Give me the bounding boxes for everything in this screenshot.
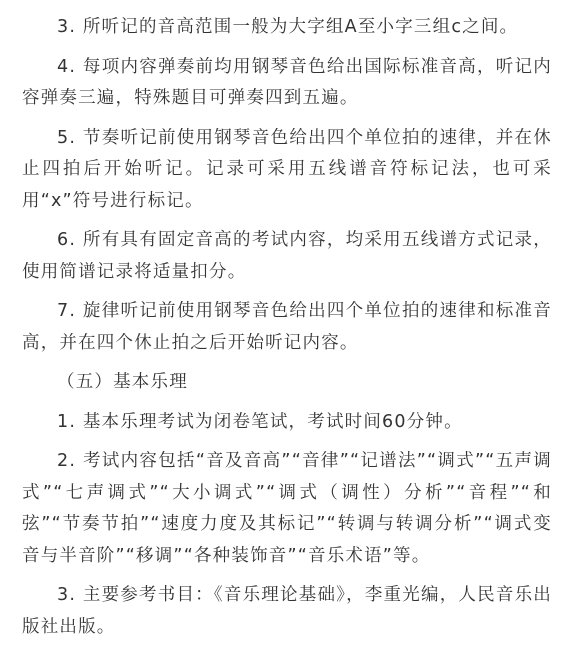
paragraph-item-5: 5. 节奏听记前使用钢琴音色给出四个单位拍的速律，并在休止四拍后开始听记。记录可采用五线谱音符标记法，也可采用“x”符号进行标记。 (22, 127, 552, 211)
paragraph-item-7: 7. 旋律听记前使用钢琴音色给出四个单位拍的速律和标准音高，并在四个休止拍之后开始听记内容。 (22, 301, 552, 353)
section-heading-basic-music-theory: （五）基本乐理 (57, 372, 188, 392)
paragraph-theory-item-2: 2. 考试内容包括“音及音高”“音律”“记谱法”“调式”“五声调式”“七声调式”“大小调式”“调式（调性）分析”“音程”“和弦”“节奏节拍”“速度力度及其标记”“转调与转调分析”“调式变音与半音阶”“移调”“各种装饰音”“音乐术语”等。 (22, 451, 552, 566)
paragraph-item-3: 3. 所听记的音高范围一般为大字组A至小字三组c之间。 (57, 17, 519, 37)
paragraph-theory-item-3: 3. 主要参考书目：《音乐理论基础》，李重光编，人民音乐出版社出版。 (22, 585, 552, 637)
paragraph-item-6: 6. 所有具有固定音高的考试内容，均采用五线谱方式记录，使用简谱记录将适量扣分。 (22, 230, 552, 282)
paragraph-theory-item-1: 1. 基本乐理考试为闭卷笔试，考试时间60分钟。 (57, 411, 463, 432)
paragraph-item-4: 4. 每项内容弹奏前均用钢琴音色给出国际标准音高，听记内容弹奏三遍，特殊题目可弹奏四到五遍。 (22, 56, 552, 108)
